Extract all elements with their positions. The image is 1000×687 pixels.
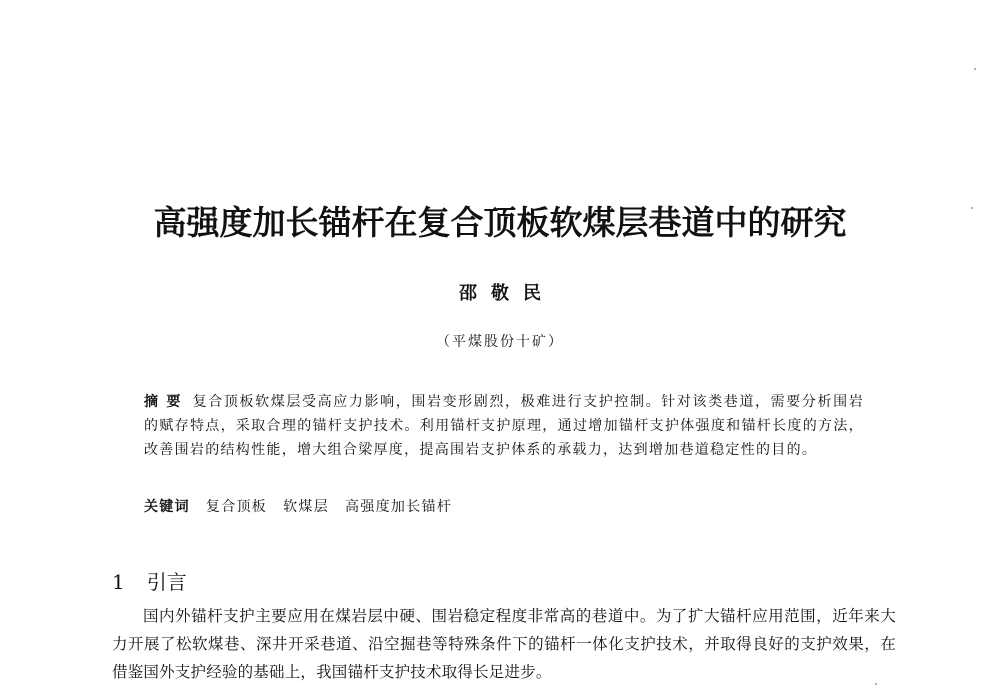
abstract-text: 复合顶板软煤层受高应力影响，围岩变形剧烈，极难进行支护控制。针对该类巷道，需要分析围岩的赋存特点，采取合理的锚杆支护技术。利用锚杆支护原理，通过增加锚杆支护体强度和锚杆长度的方法，改善围岩的结构性能，增大组合梁厚度，提高围岩支护体系的承载力，达到增加巷道稳定性的目的。 xyxy=(144,394,864,458)
keyword-item: 高强度加长锚杆 xyxy=(345,499,453,515)
section-title: 引言 xyxy=(146,570,187,594)
scan-speck xyxy=(971,207,973,209)
abstract-label: 摘要 xyxy=(144,394,189,410)
section-number: 1 xyxy=(112,570,125,594)
keyword-item: 软煤层 xyxy=(283,499,330,515)
keyword-item: 复合顶板 xyxy=(205,499,268,515)
keywords-label: 关键词 xyxy=(144,499,190,515)
scan-speck xyxy=(974,68,976,70)
author-name: 邵敬民 xyxy=(459,283,555,304)
author-affiliation: （平煤股份十矿） xyxy=(436,334,564,350)
section-heading xyxy=(112,566,187,595)
keywords-block xyxy=(144,496,468,516)
paper-title: 高强度加长锚杆在复合顶板软煤层巷道中的研究 xyxy=(153,203,847,242)
abstract-block xyxy=(144,390,864,462)
body-paragraph: 国内外锚杆支护主要应用在煤岩层中硬、围岩稳定程度非常高的巷道中。为了扩大锚杆应用范围，近年来大力开展了松软煤巷、深井开采巷道、沿空掘巷等特殊条件下的锚杆一体化支护技术，并取得良好的支护效果，在借鉴国外支护经验的基础上，我国锚杆支护技术取得长足进步。 xyxy=(112,607,896,681)
scan-speck xyxy=(875,683,877,685)
